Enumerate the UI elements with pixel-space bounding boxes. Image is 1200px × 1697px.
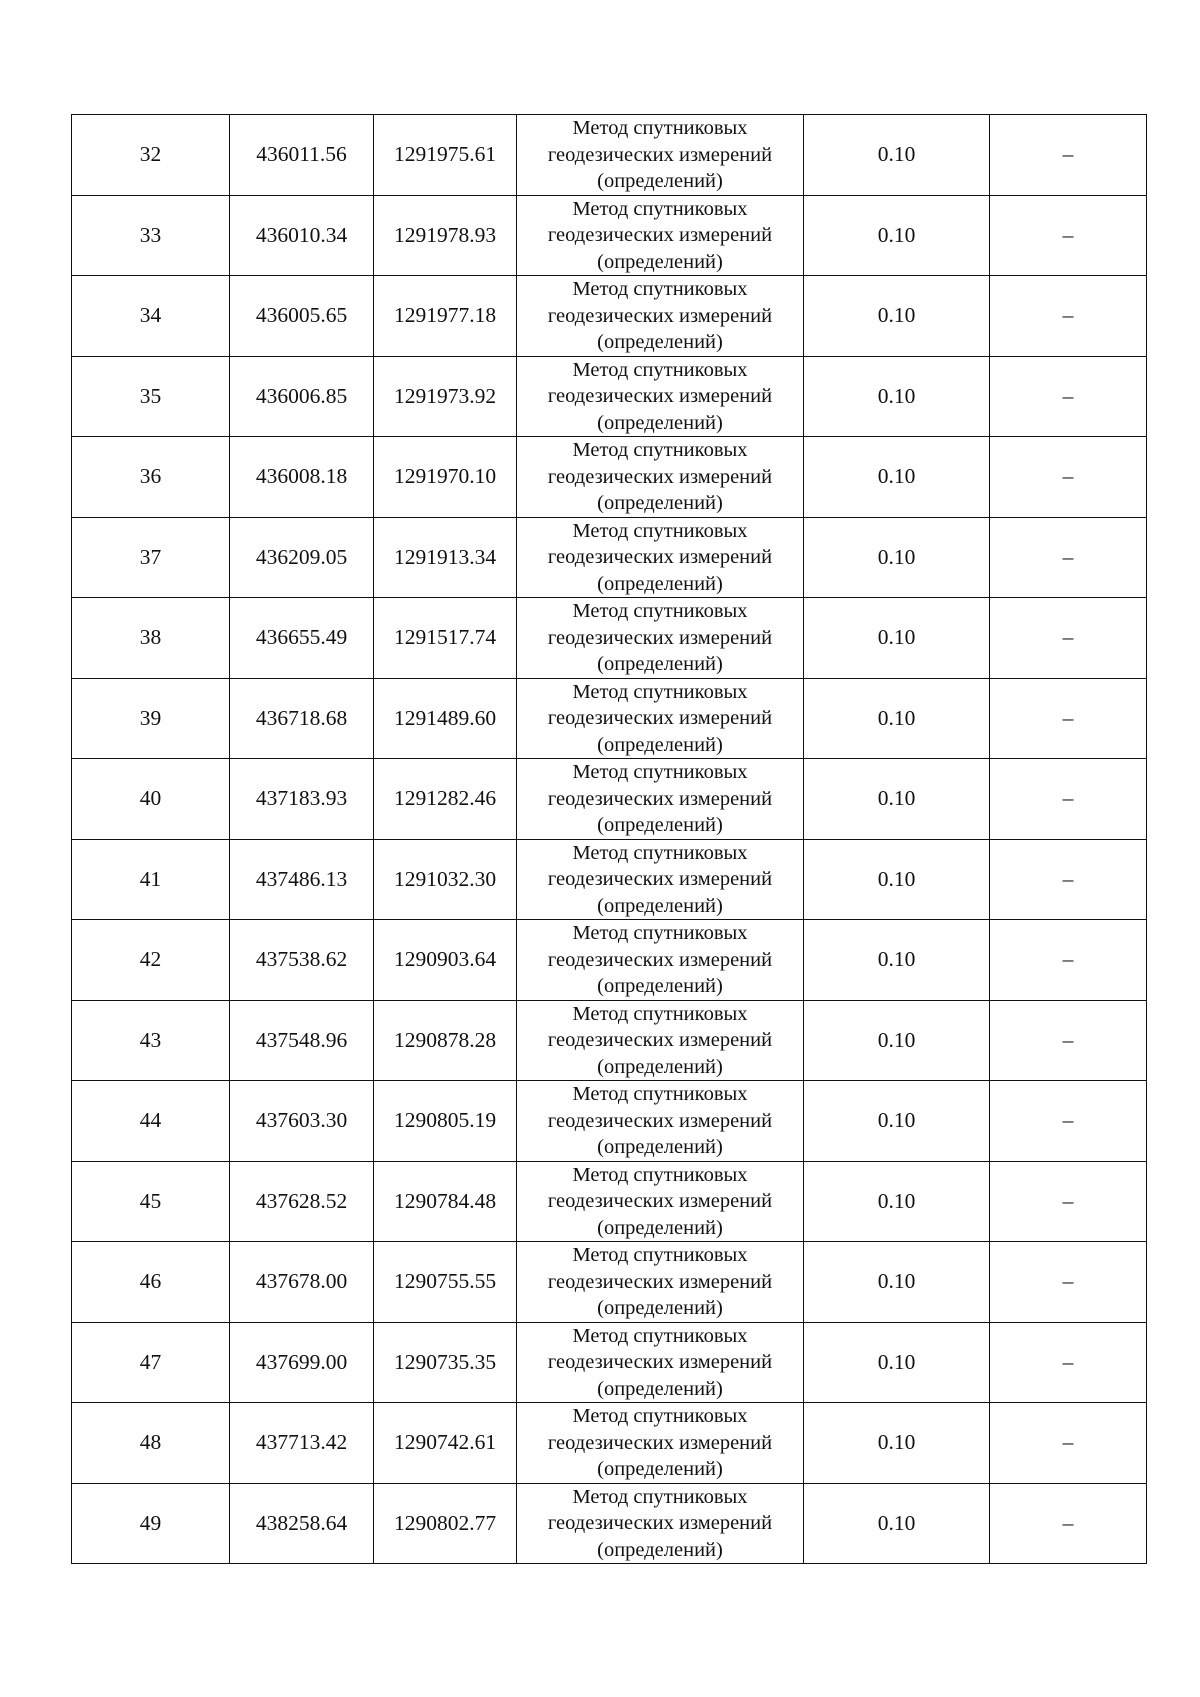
y-coordinate-cell: 1290878.28 [374, 1000, 517, 1081]
x-coordinate-cell: 437628.52 [230, 1161, 374, 1242]
point-number-cell: 38 [72, 598, 230, 679]
table-row [72, 115, 1147, 196]
description-cell: – [990, 1081, 1147, 1162]
description-cell: – [990, 517, 1147, 598]
table-row [72, 276, 1147, 357]
method-cell: Метод спутниковых геодезических измерений (определений) [517, 356, 804, 437]
description-cell: – [990, 115, 1147, 196]
method-cell: Метод спутниковых геодезических измерений (определений) [517, 839, 804, 920]
method-cell: Метод спутниковых геодезических измерений (определений) [517, 195, 804, 276]
y-coordinate-cell: 1291489.60 [374, 678, 517, 759]
point-number-cell: 36 [72, 437, 230, 518]
y-coordinate-cell: 1290805.19 [374, 1081, 517, 1162]
point-number-cell: 45 [72, 1161, 230, 1242]
accuracy-cell: 0.10 [804, 356, 990, 437]
table-row [72, 920, 1147, 1001]
point-number-cell: 46 [72, 1242, 230, 1323]
point-number-cell: 47 [72, 1322, 230, 1403]
table-row [72, 678, 1147, 759]
accuracy-cell: 0.10 [804, 839, 990, 920]
accuracy-cell: 0.10 [804, 1403, 990, 1484]
method-cell: Метод спутниковых геодезических измерений (определений) [517, 1403, 804, 1484]
x-coordinate-cell: 437603.30 [230, 1081, 374, 1162]
y-coordinate-cell: 1291975.61 [374, 115, 517, 196]
accuracy-cell: 0.10 [804, 1161, 990, 1242]
table-row [72, 437, 1147, 518]
method-cell: Метод спутниковых геодезических измерений (определений) [517, 1000, 804, 1081]
x-coordinate-cell: 436655.49 [230, 598, 374, 679]
description-cell: – [990, 276, 1147, 357]
x-coordinate-cell: 436008.18 [230, 437, 374, 518]
method-cell: Метод спутниковых геодезических измерений (определений) [517, 437, 804, 518]
description-cell: – [990, 1322, 1147, 1403]
table-row [72, 1322, 1147, 1403]
x-coordinate-cell: 437548.96 [230, 1000, 374, 1081]
table-row [72, 1403, 1147, 1484]
description-cell: – [990, 1403, 1147, 1484]
accuracy-cell: 0.10 [804, 920, 990, 1001]
point-number-cell: 34 [72, 276, 230, 357]
point-number-cell: 37 [72, 517, 230, 598]
y-coordinate-cell: 1291282.46 [374, 759, 517, 840]
description-cell: – [990, 356, 1147, 437]
accuracy-cell: 0.10 [804, 437, 990, 518]
method-cell: Метод спутниковых геодезических измерений (определений) [517, 1322, 804, 1403]
accuracy-cell: 0.10 [804, 517, 990, 598]
x-coordinate-cell: 437538.62 [230, 920, 374, 1001]
y-coordinate-cell: 1290903.64 [374, 920, 517, 1001]
y-coordinate-cell: 1291032.30 [374, 839, 517, 920]
table-row [72, 598, 1147, 679]
x-coordinate-cell: 437678.00 [230, 1242, 374, 1323]
x-coordinate-cell: 437713.42 [230, 1403, 374, 1484]
coordinates-table-body [72, 115, 1147, 1564]
y-coordinate-cell: 1291977.18 [374, 276, 517, 357]
table-row [72, 1000, 1147, 1081]
description-cell: – [990, 598, 1147, 679]
accuracy-cell: 0.10 [804, 1322, 990, 1403]
x-coordinate-cell: 437699.00 [230, 1322, 374, 1403]
method-cell: Метод спутниковых геодезических измерений (определений) [517, 678, 804, 759]
accuracy-cell: 0.10 [804, 598, 990, 679]
description-cell: – [990, 437, 1147, 518]
description-cell: – [990, 1483, 1147, 1564]
table-row [72, 1242, 1147, 1323]
description-cell: – [990, 1000, 1147, 1081]
accuracy-cell: 0.10 [804, 678, 990, 759]
point-number-cell: 40 [72, 759, 230, 840]
point-number-cell: 33 [72, 195, 230, 276]
point-number-cell: 41 [72, 839, 230, 920]
x-coordinate-cell: 437183.93 [230, 759, 374, 840]
method-cell: Метод спутниковых геодезических измерений (определений) [517, 1161, 804, 1242]
table-row [72, 1161, 1147, 1242]
x-coordinate-cell: 438258.64 [230, 1483, 374, 1564]
x-coordinate-cell: 436011.56 [230, 115, 374, 196]
description-cell: – [990, 839, 1147, 920]
method-cell: Метод спутниковых геодезических измерений (определений) [517, 759, 804, 840]
table-row [72, 1081, 1147, 1162]
point-number-cell: 49 [72, 1483, 230, 1564]
y-coordinate-cell: 1290802.77 [374, 1483, 517, 1564]
method-cell: Метод спутниковых геодезических измерений (определений) [517, 598, 804, 679]
point-number-cell: 42 [72, 920, 230, 1001]
accuracy-cell: 0.10 [804, 1242, 990, 1323]
x-coordinate-cell: 436718.68 [230, 678, 374, 759]
accuracy-cell: 0.10 [804, 115, 990, 196]
y-coordinate-cell: 1291517.74 [374, 598, 517, 679]
accuracy-cell: 0.10 [804, 1483, 990, 1564]
point-number-cell: 39 [72, 678, 230, 759]
y-coordinate-cell: 1291973.92 [374, 356, 517, 437]
point-number-cell: 48 [72, 1403, 230, 1484]
point-number-cell: 44 [72, 1081, 230, 1162]
accuracy-cell: 0.10 [804, 1000, 990, 1081]
table-row [72, 517, 1147, 598]
accuracy-cell: 0.10 [804, 1081, 990, 1162]
method-cell: Метод спутниковых геодезических измерений (определений) [517, 1081, 804, 1162]
x-coordinate-cell: 437486.13 [230, 839, 374, 920]
description-cell: – [990, 678, 1147, 759]
x-coordinate-cell: 436006.85 [230, 356, 374, 437]
y-coordinate-cell: 1290735.35 [374, 1322, 517, 1403]
x-coordinate-cell: 436010.34 [230, 195, 374, 276]
method-cell: Метод спутниковых геодезических измерений (определений) [517, 1483, 804, 1564]
method-cell: Метод спутниковых геодезических измерений (определений) [517, 115, 804, 196]
description-cell: – [990, 1161, 1147, 1242]
method-cell: Метод спутниковых геодезических измерений (определений) [517, 517, 804, 598]
table-row [72, 356, 1147, 437]
point-number-cell: 43 [72, 1000, 230, 1081]
coordinates-table [71, 114, 1147, 1564]
y-coordinate-cell: 1290755.55 [374, 1242, 517, 1323]
point-number-cell: 35 [72, 356, 230, 437]
point-number-cell: 32 [72, 115, 230, 196]
description-cell: – [990, 195, 1147, 276]
accuracy-cell: 0.10 [804, 276, 990, 357]
method-cell: Метод спутниковых геодезических измерений (определений) [517, 920, 804, 1001]
table-row [72, 1483, 1147, 1564]
y-coordinate-cell: 1291970.10 [374, 437, 517, 518]
table-row [72, 195, 1147, 276]
x-coordinate-cell: 436005.65 [230, 276, 374, 357]
method-cell: Метод спутниковых геодезических измерений (определений) [517, 1242, 804, 1323]
x-coordinate-cell: 436209.05 [230, 517, 374, 598]
description-cell: – [990, 759, 1147, 840]
y-coordinate-cell: 1290742.61 [374, 1403, 517, 1484]
y-coordinate-cell: 1291913.34 [374, 517, 517, 598]
description-cell: – [990, 920, 1147, 1001]
y-coordinate-cell: 1291978.93 [374, 195, 517, 276]
accuracy-cell: 0.10 [804, 759, 990, 840]
method-cell: Метод спутниковых геодезических измерений (определений) [517, 276, 804, 357]
description-cell: – [990, 1242, 1147, 1323]
y-coordinate-cell: 1290784.48 [374, 1161, 517, 1242]
accuracy-cell: 0.10 [804, 195, 990, 276]
table-row [72, 839, 1147, 920]
table-row [72, 759, 1147, 840]
